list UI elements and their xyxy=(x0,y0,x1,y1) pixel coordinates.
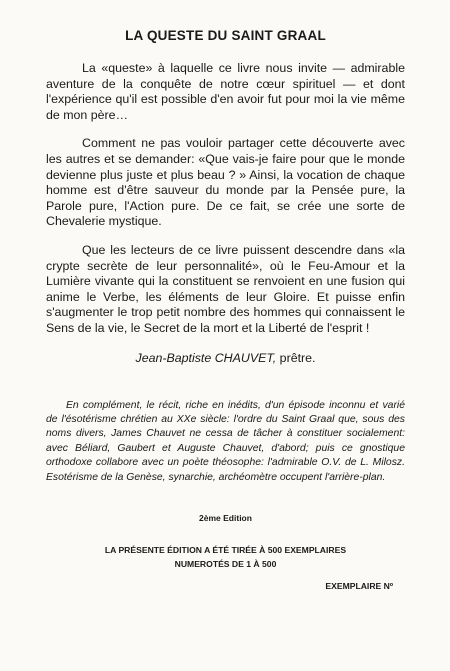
edition-label xyxy=(46,513,405,523)
copy-number-label: EXEMPLAIRE Nº xyxy=(325,580,393,591)
signature xyxy=(46,351,405,365)
print-run-line-1: LA PRÉSENTE ÉDITION A ÉTÉ TIRÉE À 500 EXEMPLAIRES xyxy=(104,544,347,555)
paragraph-readers: Que les lecteurs de ce livre puissent descendre dans «la crypte secrète de leur personnalité», où le Feu-Amour et la Lumière vivante qui la constituent se renvoient en une fusion qui anime le Verbe, les éléments de leur Gloire. Et puisse enfin s'augmenter le trop petit nombre des hommes qui connaissent le Sens de la vie, le Secret de la mort et la Liberté de l'esprit ! xyxy=(46,242,405,335)
print-run-line-2: NUMEROTÉS DE 1 À 500 xyxy=(174,558,277,569)
signature-role: prêtre. xyxy=(276,350,316,365)
page-title: LA QUESTE DU SAINT GRAAL xyxy=(125,28,326,43)
paragraph-intro: La «queste» à laquelle ce livre nous invite — admirable aventure de la conquête de notre cœur spirituel — et dont l'expérience qu'il est possible d'en avoir fut pour moi la vie même de mon père… xyxy=(46,61,405,122)
edition-word: Edition xyxy=(220,512,252,523)
paragraph-vocation: Comment ne pas vouloir partager cette découverte avec les autres et se demander: «Que vais-je faire pour que le monde devienne plus juste et plus beau ? » Ainsi, la vocation de chaque homme est d'être sauveur du monde par la Pensée pure, la Parole pure, l'Action pure. De ce fait, se crée une sorte de Chevalerie mystique. xyxy=(46,136,405,229)
print-run-statement xyxy=(46,543,405,571)
signature-name: Jean-Baptiste CHAUVET, xyxy=(135,350,277,365)
edition-number: 2ème xyxy=(199,512,221,523)
summary-note: En complément, le récit, riche en inédits, d'un épisode inconnu et varié de l'ésotérisme chrétien au XXe siècle: l'ordre du Saint Graal que, sous des noms divers, James Chauvet ne cessa de tâcher à constituer socialement: avec Béliard, Gaubert et Auguste Chauvet, d'abord; puis ce gnostique orthodoxe collabore avec un poète théosophe: l'admirable O.V. de L. Milosz. Esotérisme de la Genèse, synarchie, archéomètre occupent l'arrière-plan. xyxy=(46,399,405,483)
